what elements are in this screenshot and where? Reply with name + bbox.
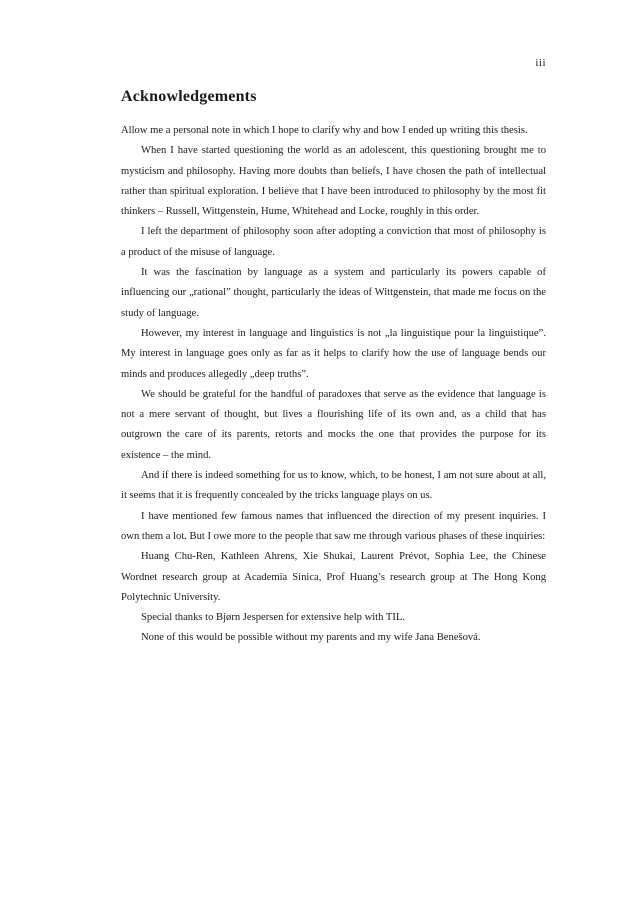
paragraph: None of this would be possible without my parents and my wife Jana Benešová. [141, 632, 481, 644]
paragraph: Allow me a personal note in which I hope to clarify why and how I ended up writing this thesis. [121, 125, 528, 136]
page-number: iii [535, 57, 546, 69]
paragraph: I left the department of philosophy soon after adopting a conviction that most of philosophy is a product of the misuse of language. [121, 226, 546, 258]
paragraph: I have mentioned few famous names that influenced the direction of my present inquiries. I own them a lot. But I owe more to the people that saw me through various phases of these inquiries: [121, 510, 546, 542]
paragraph: However, my interest in language and linguistics is not „la linguistique pour la linguistique”. My interest in language goes only as far as it helps to clarify how the use of language bends our minds and produces allegedly „deep truths”. [121, 327, 546, 380]
paragraph: Special thanks to Bjørn Jespersen for extensive help with TIL. [141, 612, 406, 624]
paragraph: Huang Chu-Ren, Kathleen Ahrens, Xie Shukai, Laurent Prévot, Sophia Lee, the Chinese Wordnet research group at Academia Sinica, Prof Huang’s research group at The Hong Kong Polytechnic University. [121, 551, 546, 603]
paragraph: It was the fascination by language as a system and particularly its powers capable of influencing our „rational” thought, particularly the ideas of Wittgenstein, that made me focus on the study of language. [121, 267, 546, 319]
paragraph: We should be grateful for the handful of paradoxes that serve as the evidence that language is not a mere servant of thought, but lives a flourishing life of its own and, as a child that has outgrown the care of its parents, retorts and mocks the one that provides the purpose for its existence – the mind. [121, 388, 546, 461]
paragraph: And if there is indeed something for us to know, which, to be honest, I am not sure about at all, it seems that it is frequently concealed by the tricks language plays on us. [121, 470, 546, 502]
body-text [121, 121, 546, 649]
paragraph: When I have started questioning the world as an adolescent, this questioning brought me to mysticism and philosophy. Having more doubts than beliefs, I have chosen the path of intellectual rather than spiritual exploration. I believe that I have been introduced to philosophy by the most fit thinkers – Russell, Wittgenstein, Hume, Whitehead and Locke, roughly in this order. [121, 145, 546, 218]
section-heading: Acknowledgements [121, 88, 257, 105]
